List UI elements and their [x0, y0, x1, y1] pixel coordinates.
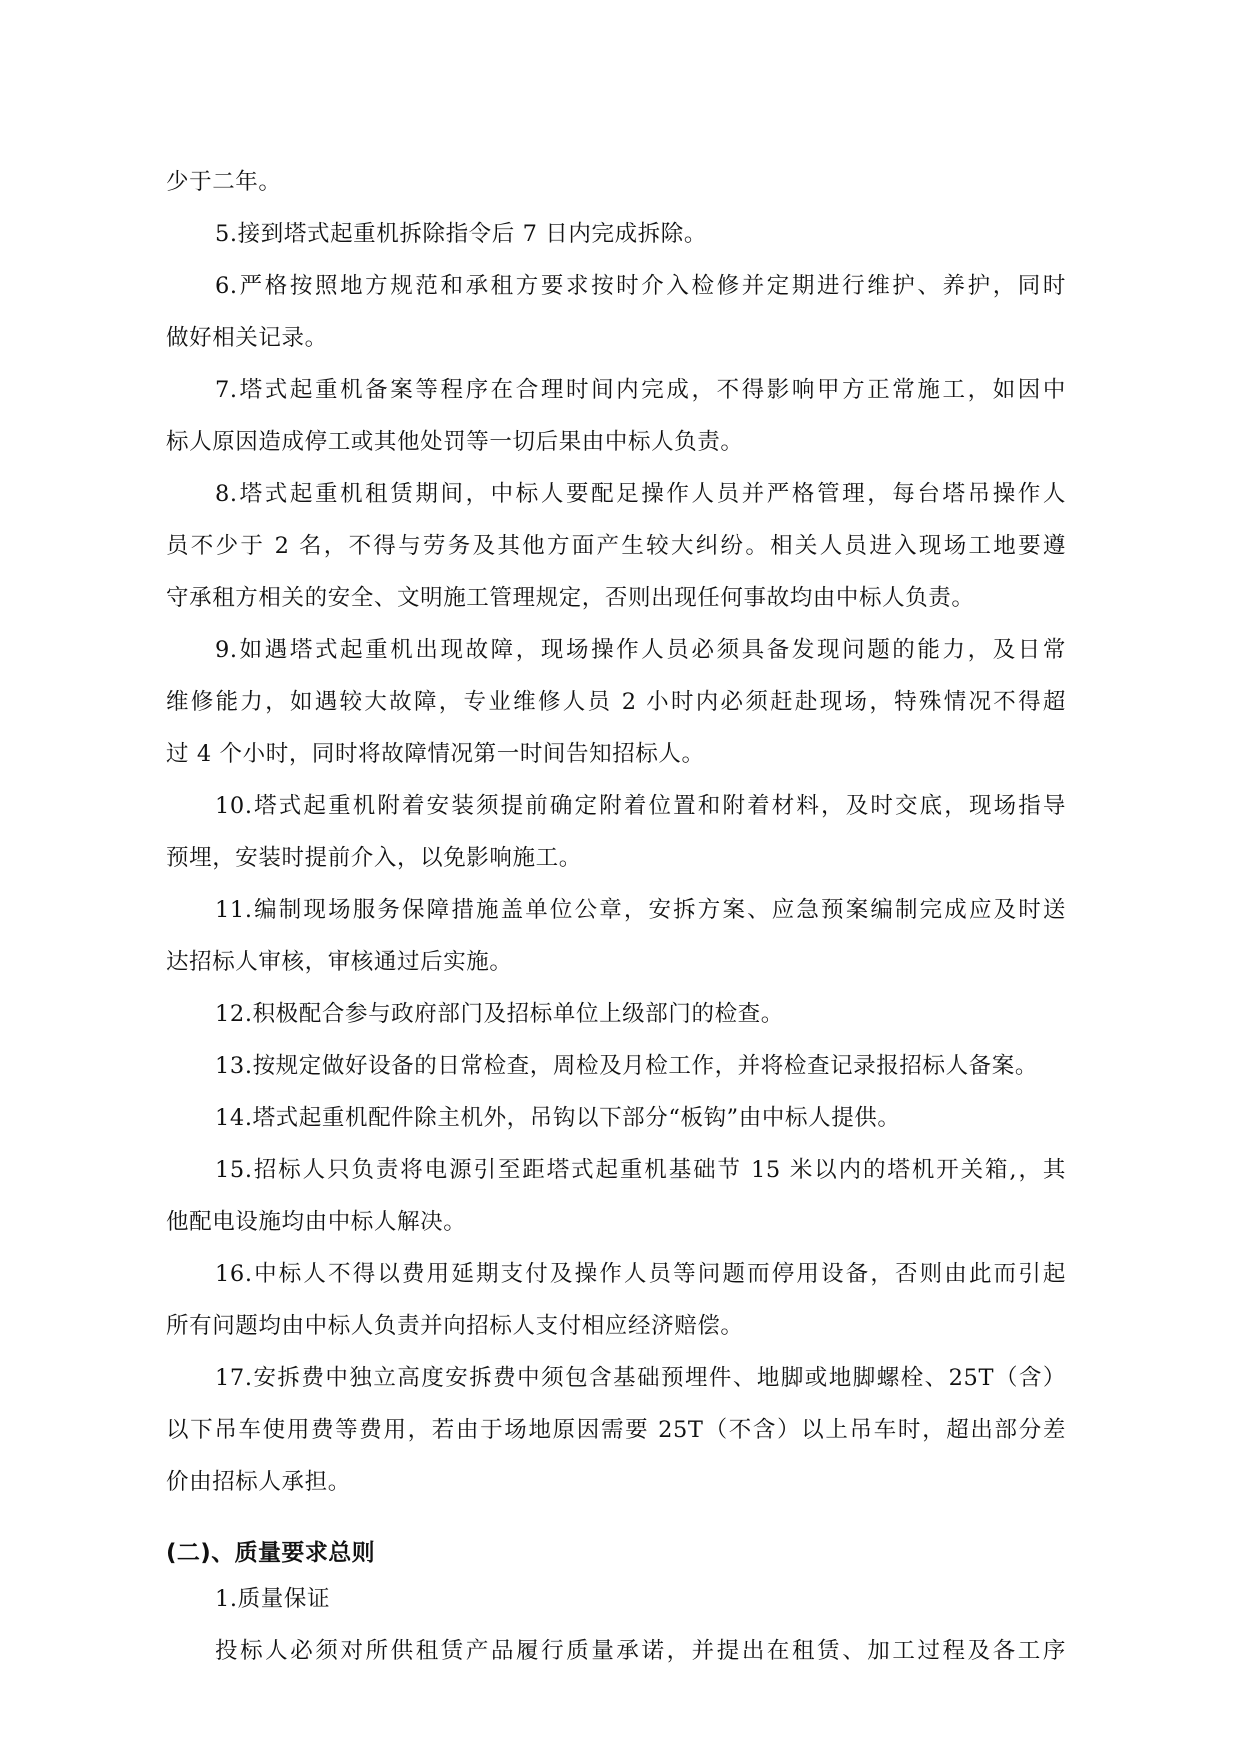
text-line: 少于二年。	[166, 169, 282, 195]
document-body	[166, 163, 1066, 1684]
text-line: 守承租方相关的安全、文明施工管理规定，否则出现任何事故均由中标人负责。	[166, 585, 975, 611]
text-line: 5.接到塔式起重机拆除指令后 7 日内完成拆除。	[215, 221, 707, 247]
text-line: 12.积极配合参与政府部门及招标单位上级部门的检查。	[215, 1001, 784, 1027]
section-spacer	[166, 1515, 1066, 1535]
text-line: 7.塔式起重机备案等程序在合理时间内完成，不得影响甲方正常施工，如因中	[215, 377, 1066, 403]
text-line: 14.塔式起重机配件除主机外，吊钩以下部分“板钩”由中标人提供。	[215, 1105, 901, 1131]
text-line: 15.招标人只负责将电源引至距塔式起重机基础节 15 米以内的塔机开关箱,，其	[215, 1157, 1066, 1183]
text-line: 17.安拆费中独立高度安拆费中须包含基础预埋件、地脚或地脚螺栓、25T（含）	[215, 1365, 1066, 1391]
text-line: 标人原因造成停工或其他处罚等一切后果由中标人负责。	[166, 429, 744, 455]
text-line: 价由招标人承担。	[166, 1469, 351, 1495]
text-line: 以下吊车使用费等费用，若由于场地原因需要 25T（不含）以上吊车时，超出部分差	[166, 1417, 1066, 1443]
text-line: 16.中标人不得以费用延期支付及操作人员等问题而停用设备，否则由此而引起	[215, 1261, 1066, 1287]
text-line: 预埋，安装时提前介入，以免影响施工。	[166, 845, 582, 871]
text-line: 达招标人审核，审核通过后实施。	[166, 949, 513, 975]
text-line: 过 4 个小时，同时将故障情况第一时间告知招标人。	[166, 741, 705, 767]
text-line: 11.编制现场服务保障措施盖单位公章，安拆方案、应急预案编制完成应及时送	[215, 897, 1066, 923]
text-line: 维修能力，如遇较大故障，专业维修人员 2 小时内必须赶赴现场，特殊情况不得超	[166, 689, 1066, 715]
text-line: 投标人必须对所供租赁产品履行质量承诺，并提出在租赁、加工过程及各工序	[215, 1638, 1066, 1664]
text-line: 9.如遇塔式起重机出现故障，现场操作人员必须具备发现问题的能力，及日常	[215, 637, 1066, 663]
text-line: 8.塔式起重机租赁期间，中标人要配足操作人员并严格管理，每台塔吊操作人	[215, 481, 1066, 507]
text-line: 13.按规定做好设备的日常检查，周检及月检工作，并将检查记录报招标人备案。	[215, 1053, 1038, 1079]
text-line: 员不少于 2 名，不得与劳务及其他方面产生较大纠纷。相关人员进入现场工地要遵	[166, 533, 1066, 559]
text-line: 他配电设施均由中标人解决。	[166, 1209, 467, 1235]
text-line: 10.塔式起重机附着安装须提前确定附着位置和附着材料，及时交底，现场指导	[215, 793, 1066, 819]
text-line: 做好相关记录。	[166, 325, 328, 351]
text-line: 所有问题均由中标人负责并向招标人支付相应经济赔偿。	[166, 1313, 744, 1339]
section-heading: (二)、质量要求总则	[166, 1540, 376, 1566]
text-line: 6.严格按照地方规范和承租方要求按时介入检修并定期进行维护、养护，同时	[215, 273, 1066, 299]
subheading: 1.质量保证	[215, 1586, 331, 1612]
